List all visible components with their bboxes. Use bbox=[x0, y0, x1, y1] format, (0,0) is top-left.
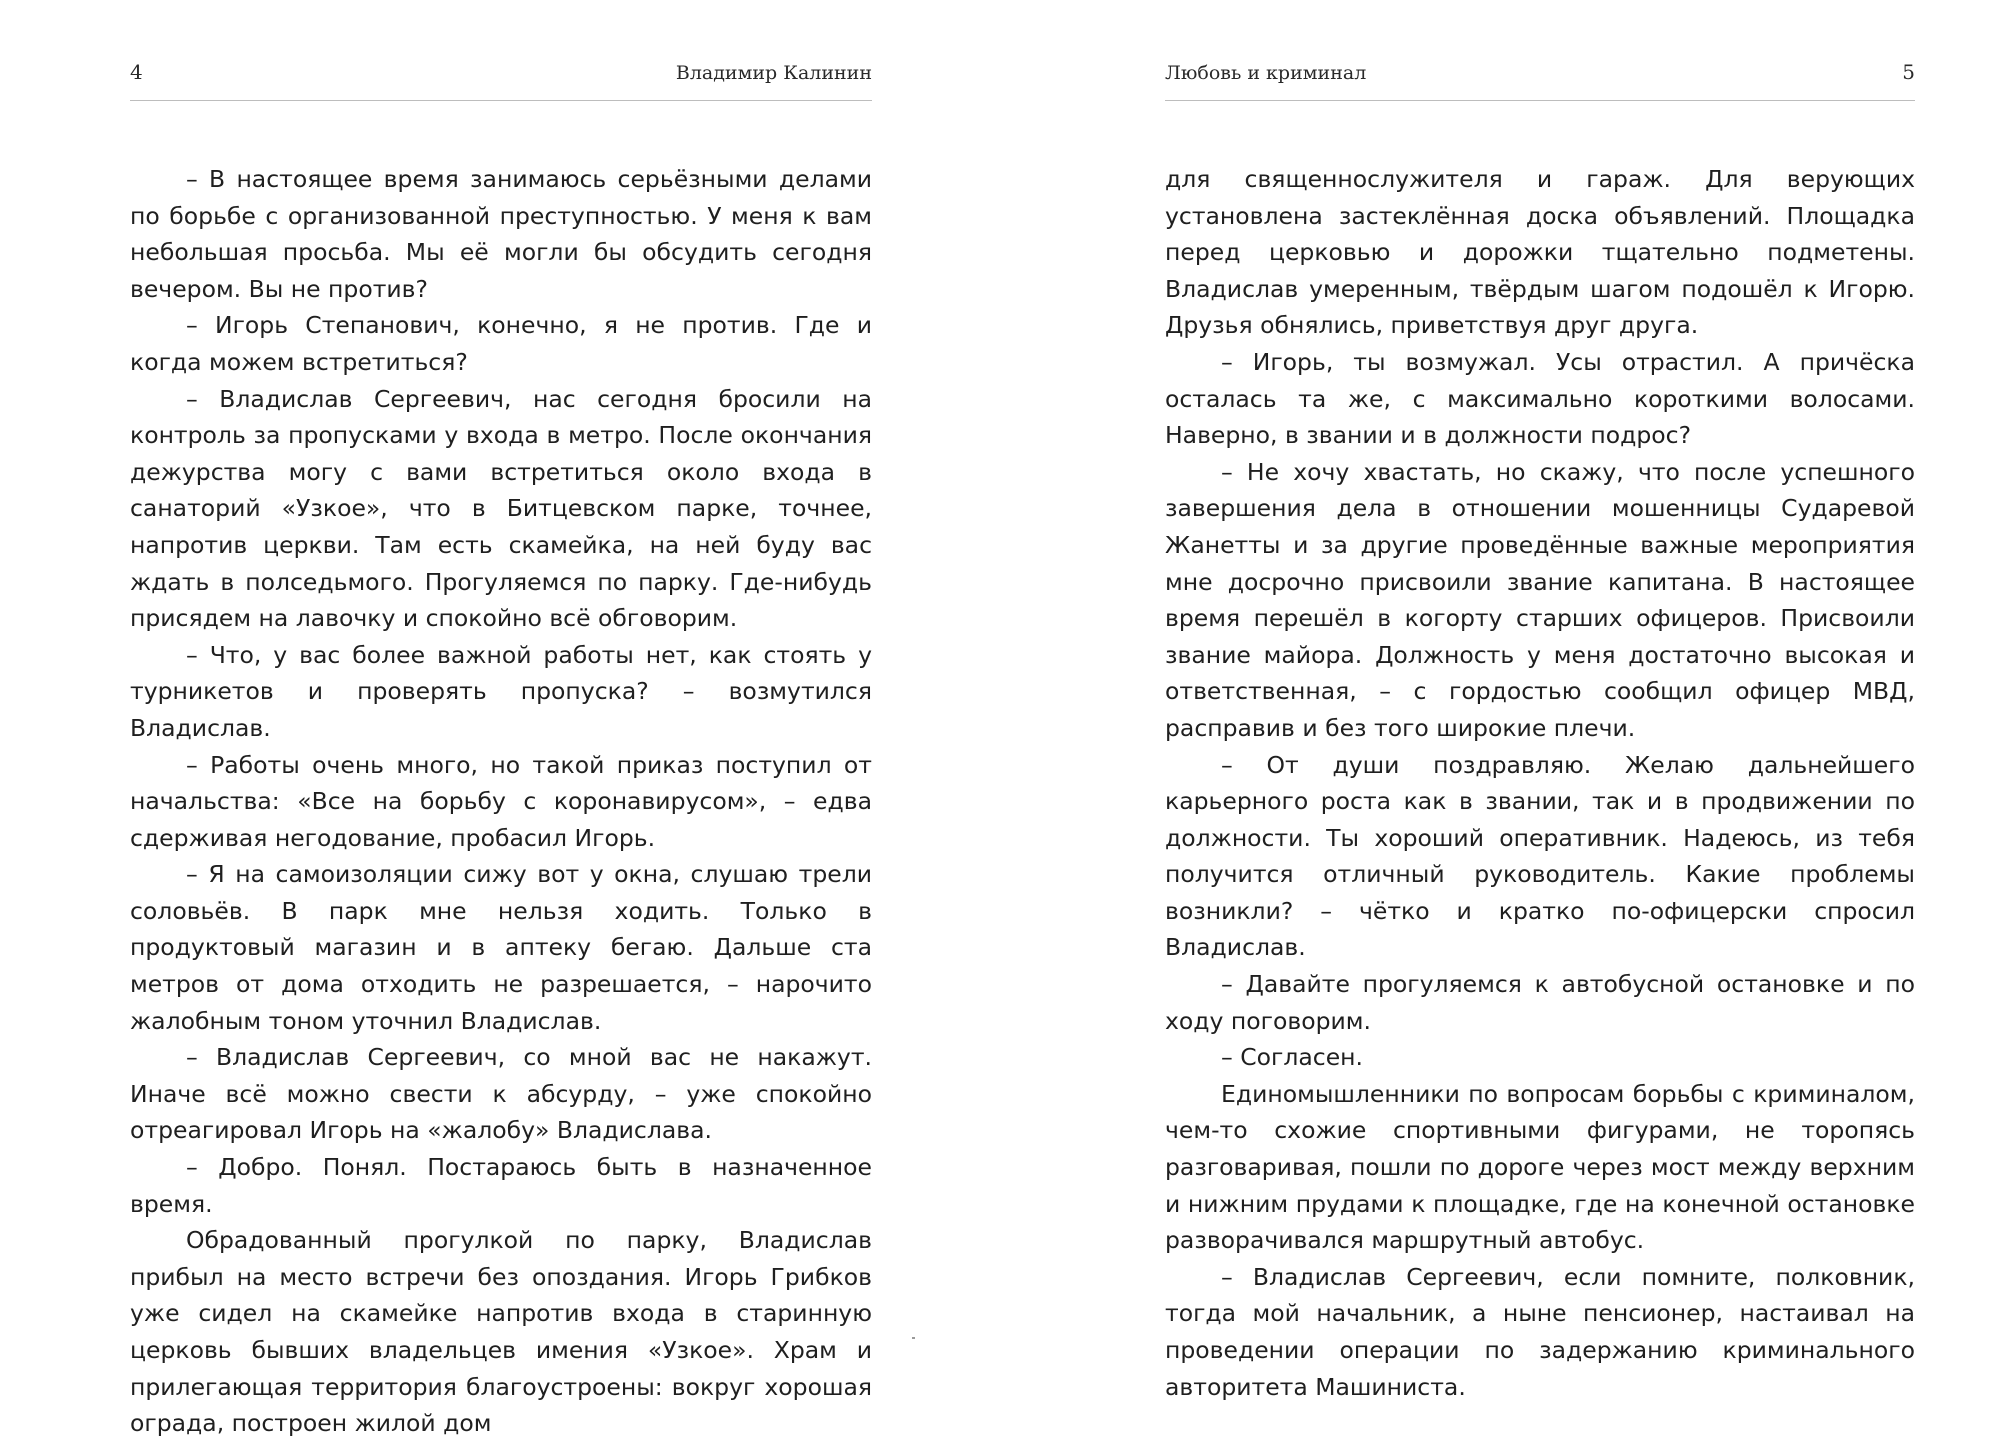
right-running-head bbox=[1165, 54, 1915, 94]
right-page bbox=[1165, 0, 1915, 1422]
paragraph: – В настоящее время занимаюсь серьёзными делами по борьбе с организованной преступностью. У меня к вам небольшая просьба. Мы её могли бы обсудить сегодня вечером. Вы не против? bbox=[130, 165, 872, 303]
paragraph: – Что, у вас более важной работы нет, как стоять у турникетов и проверять пропуска? – возмутился Владислав. bbox=[130, 640, 872, 742]
paragraph: – Добро. Понял. Постараюсь быть в назначенное время. bbox=[130, 1153, 872, 1218]
right-page-number: 5 bbox=[1902, 60, 1915, 84]
paragraph: – Владислав Сергеевич, со мной вас не накажут. Иначе всё можно свести к абсурду, – уже спокойно отреагировал Игорь на «жалобу» Владислава. bbox=[130, 1043, 872, 1145]
paragraph: – Игорь Степанович, конечно, я не против. Где и когда можем встретиться? bbox=[130, 311, 872, 376]
paragraph: – Владислав Сергеевич, если помните, полковник, тогда мой начальник, а ныне пенсионер, настаивал на проведении операции по задержанию криминального авторитета Машиниста. bbox=[1165, 1262, 1915, 1401]
right-running-title: Любовь и криминал bbox=[1165, 62, 1367, 84]
right-header-rule bbox=[1165, 100, 1915, 101]
paragraph: Единомышленники по вопросам борьбы с криминалом, чем-то схожие спортивными фигурами, не торопясь разговаривая, пошли по дороге через мост между верхним и нижним прудами к площадке, где на конечной остановке разворачивался маршрутный автобус. bbox=[1165, 1079, 1915, 1255]
paragraph: – Не хочу хвастать, но скажу, что после успешного завершения дела в отношении мошенницы Сударевой Жанетты и за другие проведённые важные мероприятия мне досрочно присвоили звание капитана. В настоящее время перешёл в когорту старших офицеров. Присвоили звание майора. Должность у меня достаточно высокая и ответственная, – с гордостью сообщил офицер МВД, расправив и без того широкие плечи. bbox=[1165, 457, 1915, 742]
paragraph: – Согласен. bbox=[1221, 1043, 1363, 1072]
left-running-head bbox=[130, 54, 872, 94]
paragraph: – От души поздравляю. Желаю дальнейшего карьерного роста как в звании, так и в продвижении по должности. Ты хороший оперативник. Надеюсь, из тебя получится отличный руководитель. Какие проблемы возникли? – чётко и кратко по-офицерски спросил Владислав. bbox=[1165, 750, 1915, 962]
paragraph: – Владислав Сергеевич, нас сегодня бросили на контроль за пропусками у входа в метро. После окончания дежурства могу с вами встретиться около входа в санаторий «Узкое», что в Битцевском парке, точнее, напротив церкви. Там есть скамейка, на ней буду вас ждать в полседьмого. Прогуляемся по парку. Где-нибудь присядем на лавочку и спокойно всё обговорим. bbox=[130, 384, 872, 633]
paragraph: Обрадованный прогулкой по парку, Владислав прибыл на место встречи без опоздания. Игорь Грибков уже сидел на скамейке напротив входа в старинную церковь бывших владельцев имения «Узкое». Храм и прилегающая территория благоустроены: вокруг хорошая ограда, построен жилой дом bbox=[130, 1226, 872, 1438]
left-header-rule bbox=[130, 100, 872, 101]
paragraph: – Давайте прогуляемся к автобусной остановке и по ходу поговорим. bbox=[1165, 970, 1915, 1035]
paragraph: – Я на самоизоляции сижу вот у окна, слушаю трели соловьёв. В парк мне нельзя ходить. Только в продуктовый магазин и в аптеку бегаю. Дальше ста метров от дома отходить не разрешается, – нарочито жалобным тоном уточнил Владислав. bbox=[130, 860, 872, 1035]
paragraph-continued: для священнослужителя и гараж. Для верующих установлена застеклённая доска объявлений. Площадка перед церковью и дорожки тщательно подметены. Владислав умеренным, твёрдым шагом подошёл к Игорю. Друзья обнялись, приветствуя друг друга. bbox=[1165, 165, 1915, 340]
print-speck bbox=[912, 1337, 915, 1339]
paragraph: – Игорь, ты возмужал. Усы отрастил. А причёска осталась та же, с максимально короткими волосами. Наверно, в звании и в должности подрос? bbox=[1165, 347, 1915, 450]
paragraph: – Работы очень много, но такой приказ поступил от начальства: «Все на борьбу с коронавирусом», – едва сдерживая негодование, пробасил Игорь. bbox=[130, 750, 872, 852]
left-body-text bbox=[130, 161, 872, 1442]
left-page bbox=[130, 0, 872, 1438]
right-body-text bbox=[1165, 161, 1915, 1405]
left-page-number: 4 bbox=[130, 60, 143, 84]
left-running-title: Владимир Калинин bbox=[675, 62, 872, 84]
